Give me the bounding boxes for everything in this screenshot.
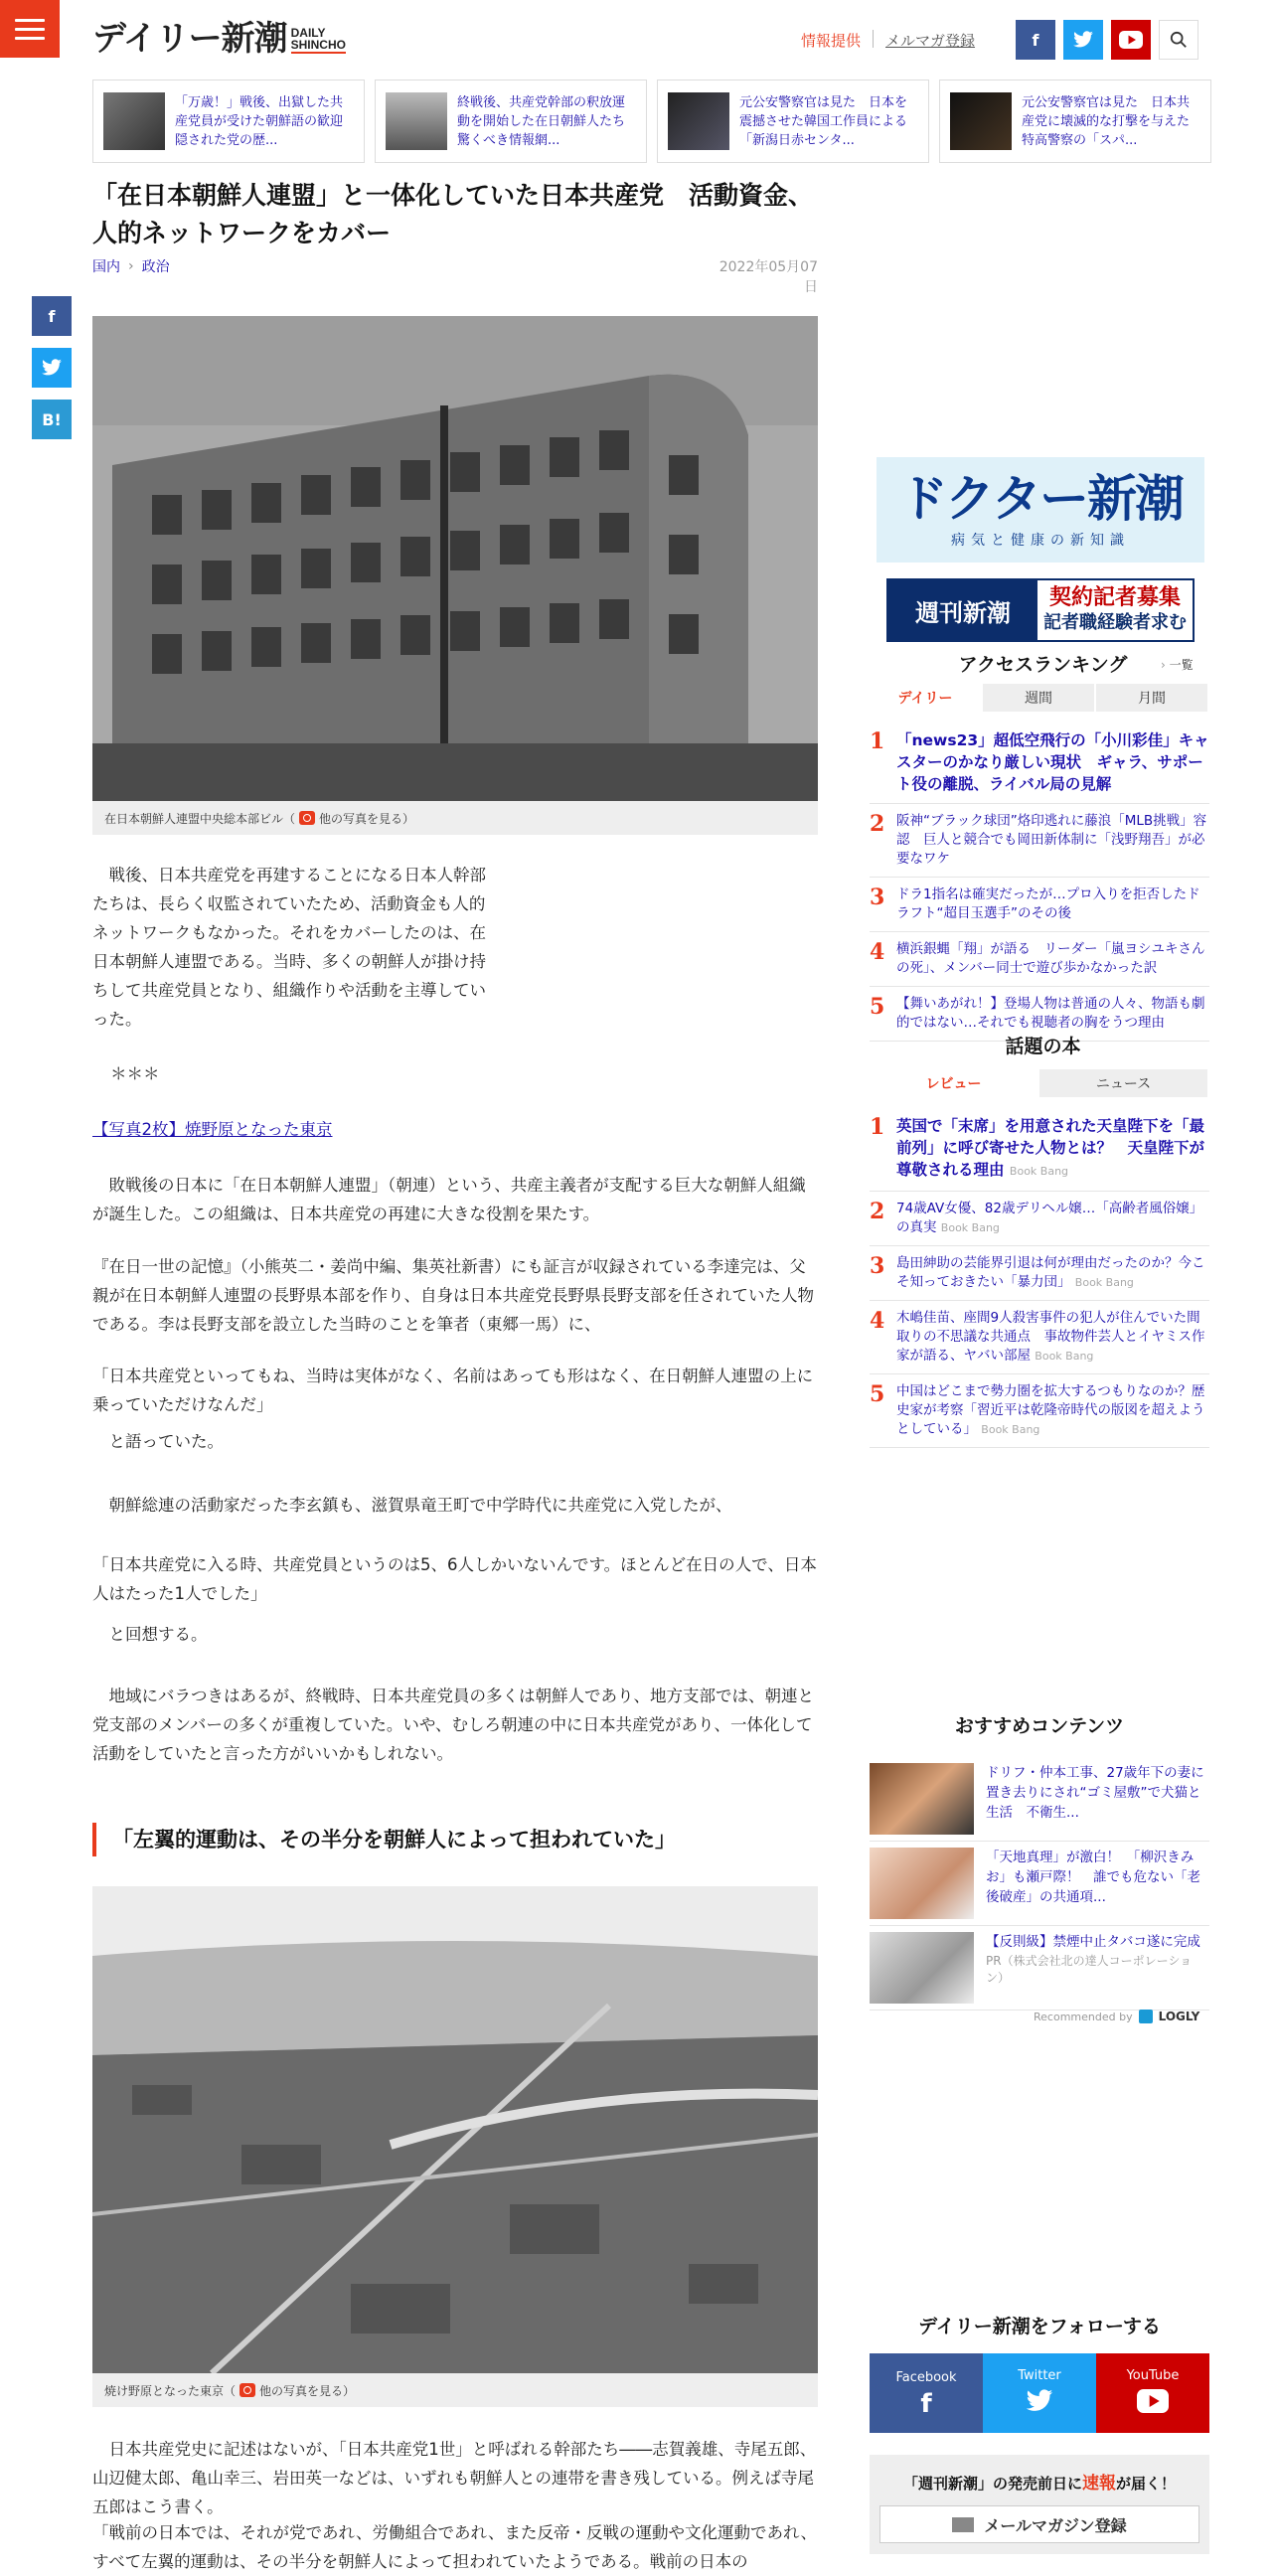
recommended-title: 「天地真理」が激白！ 「柳沢きみお」も瀬戸際！ 誰でも危ない「老後破産」の共通項...: [986, 1850, 1200, 1905]
page-title: 「在日本朝鮮人連盟」と一体化していた日本共産党 活動資金、人的ネットワークをカバー: [92, 181, 814, 247]
related-article[interactable]: [657, 80, 929, 163]
rank-number: 1: [870, 728, 885, 754]
related-title: 終戦後、共産党幹部の釈放運動を開始した在日朝鮮人たち 驚くべき情報網...: [457, 94, 639, 148]
camera-icon[interactable]: [239, 2383, 255, 2397]
ranking-more-link[interactable]: › 一覧: [1161, 658, 1194, 672]
tab-daily[interactable]: デイリー: [870, 684, 981, 712]
rank-title: 阪神“ブラック球団”烙印逃れに藤浪「MLB挑戦」容認 巨人と競合でも岡田新体制に「浅野翔吾」が必要なワケ: [896, 813, 1207, 867]
article-paragraph: と語っていた。: [92, 1432, 224, 1451]
rank-title: 「news23」超低空飛行の「小川彩佳」キャスターのかなり厳しい現状 ギャラ、サポート役の離脱、ライバル局の見解: [896, 731, 1209, 793]
book-item[interactable]: [870, 1374, 1209, 1448]
related-title: 元公安警察官は見た 日本を震撼させた韓国工作員による「新潟日赤センタ...: [739, 94, 908, 148]
tab-weekly[interactable]: 週間: [983, 684, 1094, 712]
book-item[interactable]: [870, 1107, 1209, 1192]
photo-caption: [92, 801, 818, 835]
rank-title: 【舞いあがれ！】登場人物は普通の人々、物語も劇的ではない…それでも視聴者の胸をうつ理由: [896, 996, 1205, 1031]
related-title: 元公安警察官は見た 日本共産党に壊滅的な打撃を与えた特高警察の「スパ...: [1022, 94, 1191, 148]
banner-subline: 記者職経験者求む: [1043, 612, 1187, 633]
hamburger-menu-icon[interactable]: [0, 0, 60, 58]
logly-brand: LOGLY: [1158, 2010, 1200, 2023]
follow-facebook-button[interactable]: [870, 2353, 983, 2433]
books-list: [870, 1107, 1209, 1448]
article-quote: 「日本共産党に入る時、共産党員というのは5、6人しかいないんです。ほとんど在日の人で、日本人はたった1人でした」: [92, 1555, 817, 1603]
banner-brand: 週刊新潮: [888, 580, 1037, 640]
book-item[interactable]: [870, 1246, 1209, 1301]
book-title: 島田紳助の芸能界引退は何が理由だったのか？今こそ知っておきたい「暴力団」 Book Bang: [896, 1255, 1205, 1290]
envelope-icon: [952, 2517, 974, 2532]
article-paragraph: 朝鮮総連の活動家だった李玄鎮も、滋賀県竜王町で中学時代に共産党に入党したが、: [92, 1496, 732, 1515]
recommended-item[interactable]: [870, 1757, 1209, 1842]
separator-stars: ＊＊＊: [110, 1064, 160, 1083]
follow-buttons: [870, 2353, 1209, 2433]
ranking-list: [870, 722, 1209, 1042]
book-item[interactable]: [870, 1192, 1209, 1246]
site-logo[interactable]: [92, 19, 346, 59]
rank-number: 5: [870, 994, 885, 1020]
article-paragraph: 戦後、日本共産党を再建することになる日本人幹部たちは、長らく収監されていたため、活動資金も人的ネットワークもなかった。それをカバーしたのは、在日本朝鮮人連盟である。当時、多くの朝鮮人が掛け持ちして共産党員となり、組織作りや活動を主導していった。: [92, 866, 486, 1029]
ranking-item[interactable]: [870, 878, 1209, 932]
article-paragraph: 『在日一世の記憶』（小熊英二・姜尚中編、集英社新書）にも証言が収録されている李達完は、父親が在日本朝鮮人連盟の長野県本部を作り、自身は日本共産党長野県長野支部を任されていた人物である。李は長野支部を設立した当時のことを筆者（東郷一馬）に、: [92, 1257, 814, 1334]
more-photos-link[interactable]: 他の写真を見る）: [259, 2383, 356, 2398]
follow-heading: デイリー新潮をフォローする: [918, 2316, 1161, 2337]
article-paragraph: 地域にバラつきはあるが、終戦時、日本共産党員の多くは朝鮮人であり、地方支部では、朝連と党支部のメンバーの多くが重複していた。いや、むしろ朝連の中に日本共産党があり、一体化して活動をしていたと言った方がいいかもしれない。: [92, 1687, 814, 1763]
recommended-item[interactable]: [870, 1842, 1209, 1926]
ranking-item[interactable]: [870, 722, 1209, 804]
rank-title: 横浜銀蝿「翔」が語る リーダー「嵐ヨシユキさんの死」、メンバー同士で遊び歩かなかった訳: [896, 941, 1205, 976]
photo-gallery-paragraph: [92, 1115, 818, 1144]
breadcrumb-politics[interactable]: 政治: [141, 259, 170, 275]
article-photo-building[interactable]: [92, 316, 818, 801]
photo-gallery-link[interactable]: 【写真2枚】焼野原となった東京: [92, 1120, 333, 1139]
logo-sub-text: DAILY SHINCHO: [290, 26, 346, 52]
book-title: 74歳AV女優、82歳デリヘル嬢…「高齢者風俗嬢」の真実 Book Bang: [896, 1201, 1203, 1235]
header-links: [801, 30, 975, 51]
logly-credit: [1034, 2010, 1199, 2023]
tab-news[interactable]: ニュース: [1039, 1069, 1207, 1097]
book-source: Book Bang: [1009, 1165, 1069, 1178]
info-link[interactable]: 情報提供: [801, 32, 862, 50]
breadcrumb: [92, 256, 170, 276]
recommended-text: [986, 1932, 1209, 2004]
article-paragraph: 敗戦後の日本に「在日本朝鮮人連盟」（朝連）という、共産主義者が支配する巨大な朝鮮人組織が誕生した。この組織は、日本共産党の再建に大きな役割を果たす。: [92, 1176, 806, 1223]
tab-monthly[interactable]: 月間: [1096, 684, 1207, 712]
newsletter-text: 「週刊新潮」の発売前日に速報が届く！: [902, 2474, 1177, 2494]
newsletter-register-button[interactable]: [879, 2505, 1199, 2543]
twitter-icon: [1025, 2389, 1054, 2418]
breadcrumb-domestic[interactable]: 国内: [92, 259, 120, 275]
follow-label: Facebook: [895, 2369, 957, 2385]
banner-headline: 契約記者募集: [1048, 585, 1181, 610]
book-source: Book Bang: [1035, 1350, 1094, 1363]
header-social: [1016, 20, 1198, 60]
banner-title: ドクター新潮: [898, 470, 1183, 528]
tab-review[interactable]: レビュー: [870, 1069, 1037, 1097]
recommended-thumbnail: [870, 1763, 974, 1835]
search-icon[interactable]: [1159, 20, 1198, 60]
rank-number: 1: [870, 1114, 885, 1140]
related-articles: [92, 80, 1211, 163]
books-tabs: [870, 1069, 1209, 1097]
follow-youtube-button[interactable]: [1096, 2353, 1209, 2433]
banner-copy: [1037, 580, 1193, 640]
related-article[interactable]: [375, 80, 647, 163]
caption-text: 在日本朝鮮人連盟中央総本部ビル（: [104, 811, 296, 826]
related-thumbnail: [668, 92, 729, 150]
related-article[interactable]: [92, 80, 365, 163]
recommended-title: 【反則級】禁煙中止タバコ遂に完成: [986, 1934, 1200, 1950]
related-thumbnail: [103, 92, 165, 150]
article-photo-tokyo[interactable]: [92, 1886, 818, 2373]
recommended-title: ドリフ・仲本工事、27歳年下の妻に置き去りにされ“ゴミ屋敷”で犬猫と生活 不衛生...: [986, 1765, 1204, 1821]
book-item[interactable]: [870, 1301, 1209, 1374]
logly-logo-icon: [1139, 2010, 1153, 2023]
twitter-icon[interactable]: [1063, 20, 1103, 60]
ranking-item[interactable]: [870, 932, 1209, 987]
twitter-share-icon[interactable]: [32, 348, 72, 388]
rank-number: 4: [870, 939, 885, 965]
recommended-thumbnail: [870, 1932, 974, 2004]
follow-label: Twitter: [1018, 2368, 1061, 2383]
ranking-tabs: [870, 684, 1209, 712]
banner-subtitle: 病気と健康の新知識: [951, 533, 1130, 549]
logly-label: Recommended by: [1034, 2010, 1133, 2023]
hatena-bookmark-icon[interactable]: B!: [32, 400, 72, 439]
more-photos-link[interactable]: 他の写真を見る）: [319, 811, 415, 826]
divider: [873, 30, 874, 48]
rank-number: 2: [870, 811, 885, 837]
article-quote: 「戦前の日本では、それが党であれ、労働組合であれ、また反帝・反戦の運動や文化運動であれ、すべて左翼的運動は、その半分を朝鮮人によって担われていたようである。戦前の日本の: [92, 2523, 817, 2571]
logo-text: デイリー新潮: [92, 19, 287, 59]
book-title: 中国はどこまで勢力圏を拡大するつもりなのか？歴史家が考察「習近平は乾隆帝時代の版図を超えようとしている」 Book Bang: [896, 1383, 1205, 1437]
related-title: 「万歳！」戦後、出獄した共産党員が受けた朝鮮語の歓迎 隠された党の歴...: [175, 94, 357, 148]
recommended-list: [870, 1757, 1209, 2011]
section-heading: 「左翼的運動は、その半分を朝鮮人によって担われていた」: [92, 1823, 818, 1856]
facebook-icon: f: [920, 2388, 932, 2419]
recommended-heading: おすすめコンテンツ: [954, 1715, 1125, 1737]
rank-number: 3: [870, 885, 885, 910]
book-source: Book Bang: [940, 1221, 1000, 1234]
rank-number: 5: [870, 1381, 885, 1407]
recommended-thumbnail: [870, 1848, 974, 1919]
youtube-icon[interactable]: [1111, 20, 1151, 60]
publish-date: 2022年05月07日: [718, 259, 818, 295]
books-heading: 話題の本: [1005, 1036, 1081, 1057]
youtube-icon: [1136, 2389, 1170, 2418]
photo-caption: [92, 2373, 818, 2407]
follow-label: YouTube: [1126, 2368, 1180, 2383]
recommended-item[interactable]: [870, 1926, 1209, 2011]
rank-number: 3: [870, 1253, 885, 1279]
follow-twitter-button[interactable]: [983, 2353, 1096, 2433]
newsletter-box: [870, 2455, 1209, 2554]
caption-text: 焼け野原となった東京（: [104, 2383, 237, 2398]
book-source: Book Bang: [981, 1423, 1040, 1436]
newsletter-link[interactable]: メルマガ登録: [885, 32, 976, 50]
facebook-share-icon[interactable]: f: [32, 296, 72, 336]
ranking-item[interactable]: [870, 804, 1209, 878]
chevron-right-icon: ›: [128, 258, 134, 274]
chevron-right-icon: ›: [1161, 658, 1170, 672]
pr-label: PR（株式会社北の達人コーポレーション）: [986, 1954, 1193, 1985]
ranking-heading: アクセスランキング: [958, 654, 1128, 676]
facebook-icon[interactable]: f: [1016, 20, 1055, 60]
book-source: Book Bang: [1074, 1276, 1134, 1289]
article-quote: 「日本共産党といってもね、当時は実体がなく、名前はあっても形はなく、在日朝鮮人連盟の上に乗っていただけなんだ」: [92, 1367, 814, 1414]
doctor-shincho-banner[interactable]: [877, 457, 1204, 563]
article-paragraph: 日本共産党史に記述はないが、「日本共産党1世」と呼ばれる幹部たち――志賀義雄、寺尾五郎、山辺健太郎、亀山幸三、岩田英一などは、いずれも朝鮮人との連帯を書き残している。例えば寺尾五郎はこう書く。: [92, 2440, 817, 2516]
newsletter-button-label: メールマガジン登録: [984, 2515, 1127, 2535]
rank-number: 4: [870, 1308, 885, 1334]
related-thumbnail: [386, 92, 447, 150]
rank-title: ドラ1指名は確実だったが…プロ入りを拒否したドラフト“超目玉選手”のその後: [896, 886, 1200, 921]
share-buttons: [32, 296, 72, 439]
book-title: 英国で「末席」を用意された天皇陛下を「最前列」に呼び寄せた人物とは？ 天皇陛下が尊敬される理由 Book Bang: [896, 1117, 1205, 1179]
book-title: 木嶋佳苗、座間9人殺害事件の犯人が住んでいた間取りの不思議な共通点 事故物件芸人とイヤミス作家が語る、ヤバい部屋 Book Bang: [896, 1310, 1205, 1364]
recruit-banner[interactable]: [886, 578, 1195, 642]
related-article[interactable]: [939, 80, 1211, 163]
related-thumbnail: [950, 92, 1012, 150]
article-paragraph: と回想する。: [92, 1625, 208, 1644]
camera-icon[interactable]: [299, 811, 315, 825]
rank-number: 2: [870, 1199, 885, 1224]
